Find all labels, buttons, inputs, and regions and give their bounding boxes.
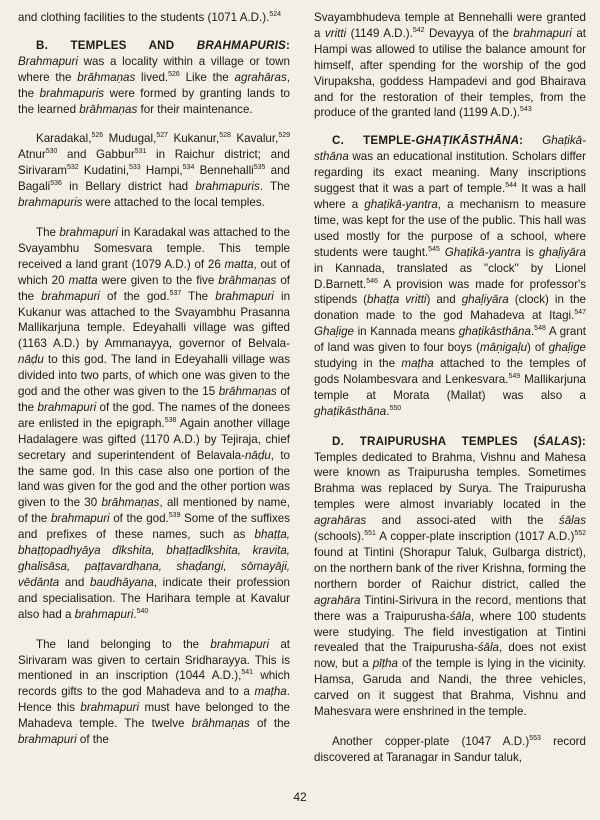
paragraph: C. TEMPLE-GHAṬIKĀSTHĀNA: Ghaṭikā-sthāna was an educational institution. Scholars differ regarding its exact meaning. Many inscriptions suggest that it was a part of temple.$^{544}$ It was a hall where a ghaṭikā-yantra, a mechanism to measure time, was kept for the use of the public. This hall was used mostly for the purpose of a school, where students were taught.$^{545}$ Ghaṭikā-yantra is ghaḷiyāra in Kannada, translated as "clock" by Lionel D.Barnett.$^{546}$ A provision was made for professor's stipends (bhaṭṭa vritti) and ghaḷiyāra (clock) in the donation made to the god Mahadeva at Itagi.$^{547}$ Ghaḷige in Kannada means ghaṭikāsthāna.$^{548}$ A grant of land was given to four boys (māṇigaḷu) of ghaḷige studying in the maṭha attached to the temples of gods Nolambesvara and Lenkesvara.$^{549}$ Mallikarjuna temple at Morata (Mallat) was also a ghaṭikāsthāna.$^{550}$ [314, 134, 587, 418]
paragraph: The land belonging to the brahmapuri at Sirivaram was given to certain Sridharayya. This is mentioned in an inscription (1044 A.D.),$^{541}$ which records gifts to the god Mahadeva and to a maṭha. Hence this brahmapuri must have belonged to the Mahadeva temple. The twelve brāhmaṇas of the brahmapuri of the [18, 637, 290, 747]
page-number: 42 [293, 790, 307, 804]
paragraph: Karadakal,$^{526}$ Mudugal,$^{527}$ Kukanur,$^{528}$ Kavalur,$^{529}$ Atnur$^{530}$ and Gabbur$^{531}$ in Raichur district; and Sirivaram$^{532}$ Kudatini,$^{533}$ Hampi,$^{534}$ Bennehalli$^{535}$ and Bagali$^{536}$ in Bellary district had brahmapuris. The brahmapuris were attached to the local temples. [18, 132, 290, 210]
paragraph: Another copper-plate (1047 A.D.)$^{553}$ record discovered at Taranagar in Sandur taluk, [314, 734, 586, 764]
paragraph: The brahmapuri in Karadakal was attached to the Svayambhu Somesvara temple. This temple received a land grant (1079 A.D.) of 26 matta, out of which 20 matta were given to the five brāhmaṇas of the brahmapuri of the god.$^{537}$ The brahmapuri in Kukanur was attached to the Svayambhu Prasanna Mallikarjuna temple. Edeyahalli village was gifted (1163 A.D.) by Ammanayya, governor of Belvala-nāḍu to this god. The land in Edeyahalli village was divided into two parts, of which one was given to the god and the other was given to the 15 brāhmaṇas of the brahmapuri of the god. The names of the donees are enlisted in the epigraph.$^{538}$ Again another village Hadalagere was gifted (1170 A.D.) by Tejiraja, chief secretary and superintendent of Belavala-nāḍu, to the same god. In this case also one portion of the land was given for the god and the other portion was given to the 30 brāhmaṇas, all mentioned by name, of the brahmapuri of the god.$^{539}$ Some of the suffixes and prefixes of these names, such as bhaṭṭa, bhaṭṭopadhyāya dīkshita, bhaṭṭadīkshita, kravita, ghalisāsa, paṭṭavardhana, shaḍangi, sōmayāji, vēdānta and baudhāyana, indicate their profession and specialisation. The Harihara temple at Kavalur also had a brahmapuri.$^{540}$ [18, 225, 291, 621]
paragraph: Svayambhudeva temple at Bennehalli were granted a vritti (1149 A.D.).$^{542}$ Devayya of the brahmapuri at Hampi was allowed to utilise the balance amount for himself, after spending for the worship of the god Virupaksha, goddess Hampadevi and god Bhairava and for the restoration of their temples, from the produce of the granted land (1199 A.D.).$^{543}$ [314, 11, 587, 120]
book-page [18, 10, 586, 800]
paragraph: B. TEMPLES AND BRAHMAPURIS: Brahmapuri was a locality within a village or town where the brāhmaṇas lived.$^{526}$ Like the agrahāras, the brahmapuris were formed by granting lands to the learned brāhmaṇas for their maintenance. [18, 38, 290, 116]
paragraph: and clothing facilities to the students (1071 A.D.).$^{524}$ [18, 11, 282, 24]
paragraph: D. TRAIPURUSHA TEMPLES (ŚALAS): Temples dedicated to Brahma, Vishnu and Mahesa were known as Traipurusha temples. Sometimes Brahma was replaced by Surya. The Traipurusha temples were almost invariably located in the agrahāras and associ-ated with the śālas (schools).$^{551}$ A copper-plate inscription (1017 A.D.)$^{552}$ found at Tintini (Shorapur Taluk, Gulbarga district), on the northern bank of the river Krishna, forming the northern border of Raichur district, called the agrahāra Tintini-Sirivura in the record, mentions that there was a Traipurusha-śāla, where 100 students were studying. The field investigation at Tintini revealed that the Traipurusha-śāla, does not exist now, but a pīṭha of the temple is lying in the vicinity. Hamsa, Garuda and Nandi, the three vehicles, carved on it suggest that Brahma, Vishnu and Mahesvara were enshrined in the temple. [314, 434, 587, 719]
right-column [314, 10, 586, 780]
left-column [18, 10, 290, 762]
